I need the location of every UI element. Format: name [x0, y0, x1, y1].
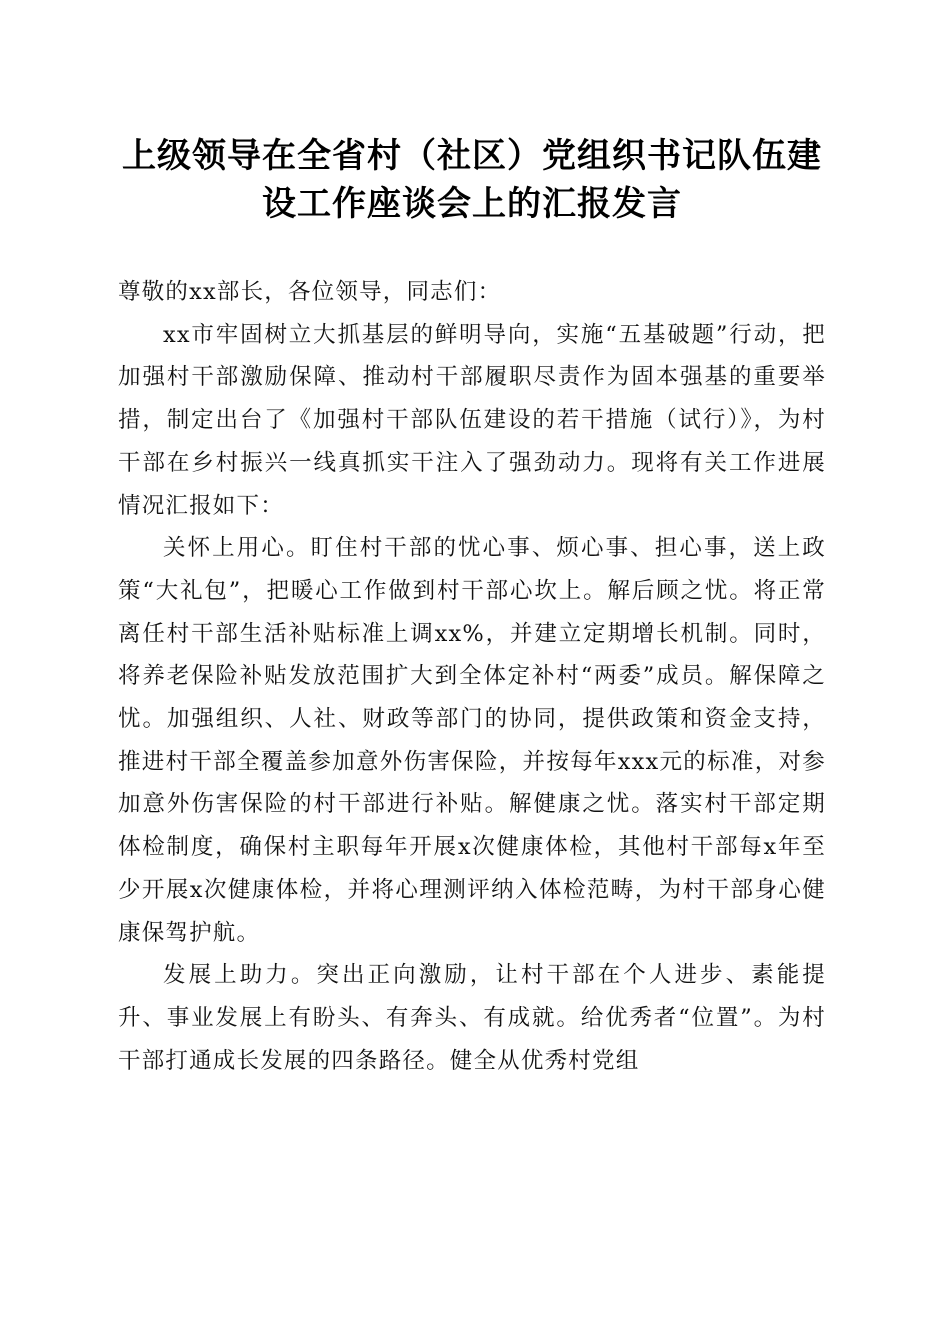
paragraph-intro: xx市牢固树立大抓基层的鲜明导向，实施“五基破题”行动，把加强村干部激励保障、推动村干部履职尽责作为固本强基的重要举措，制定出台了《加强村干部队伍建设的若干措施（试行）》，为村干部在乡村振兴一线真抓实干注入了强劲动力。现将有关工作进展情况汇报如下：: [118, 321, 826, 519]
salutation: 尊敬的xx部长，各位领导，同志们：: [118, 279, 502, 305]
document-title: [118, 0, 826, 228]
title-line-2: 设工作座谈会上的汇报发言: [262, 184, 682, 224]
paragraph-care: 关怀上用心。盯住村干部的忧心事、烦心事、担心事，送上政策“大礼包”，把暖心工作做到村干部心坎上。解后顾之忧。将正常离任村干部生活补贴标准上调xx%，并建立定期增长机制。同时，将养老保险补贴发放范围扩大到全体定补村“两委”成员。解保障之忧。加强组织、人社、财政等部门的协同，提供政策和资金支持，推进村干部全覆盖参加意外伤害保险，并按每年xxx元的标准，对参加意外伤害保险的村干部进行补贴。解健康之忧。落实村干部定期体检制度，确保村主职每年开展x次健康体检，其他村干部每x年至少开展x次健康体检，并将心理测评纳入体检范畴，为村干部身心健康保驾护航。: [118, 535, 826, 946]
title-line-1: 上级领导在全省村（社区）党组织书记队伍建: [122, 136, 822, 176]
document-body: [118, 271, 826, 1082]
document-page: [118, 0, 826, 1082]
paragraph-development: 发展上助力。突出正向激励，让村干部在个人进步、素能提升、事业发展上有盼头、有奔头、有成就。给优秀者“位置”。为村干部打通成长发展的四条路径。健全从优秀村党组: [118, 962, 826, 1074]
